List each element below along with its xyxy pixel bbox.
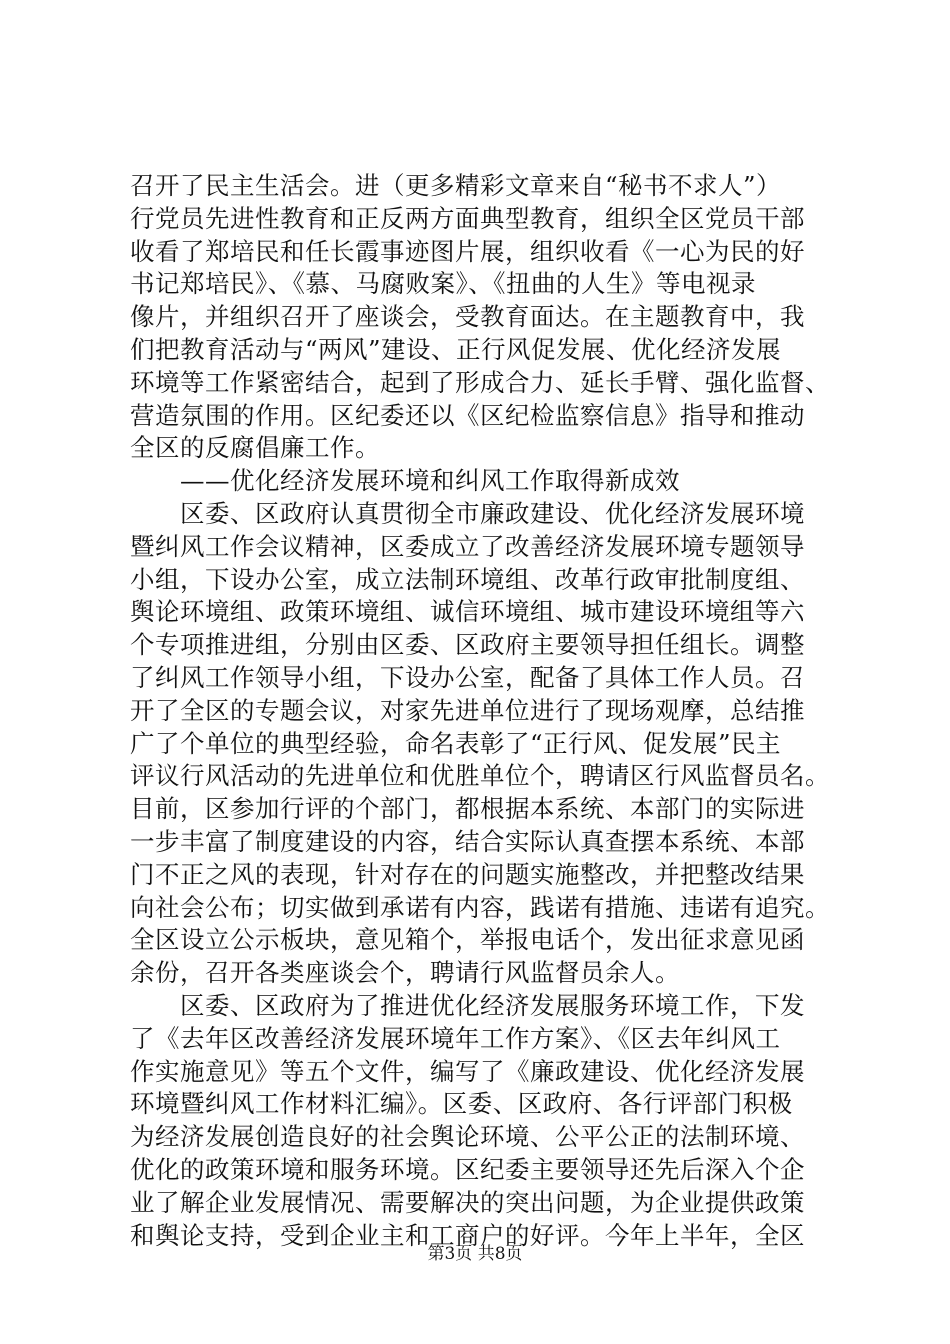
text-line: 一步丰富了制度建设的内容，结合实际认真查摆本系统、本部 bbox=[130, 826, 805, 856]
text-line: 全区设立公示板块，意见箱个，举报电话个，发出征求意见函 bbox=[130, 925, 805, 955]
text-line: 区委、区政府认真贯彻全市廉政建设、优化经济发展环境 bbox=[130, 498, 805, 528]
text-line: 书记郑培民》、《慕、马腐败案》、《扭曲的人生》等电视录 bbox=[130, 269, 756, 299]
text-line: 环境等工作紧密结合，起到了形成合力、延长手臂、强化监督、 bbox=[130, 367, 830, 397]
text-line: 余份，召开各类座谈会个，聘请行风监督员余人。 bbox=[130, 958, 680, 988]
text-line: 暨纠风工作会议精神，区委成立了改善经济发展环境专题领导 bbox=[130, 531, 805, 561]
text-line: 环境暨纠风工作材料汇编》。区委、区政府、各行评部门积极 bbox=[130, 1089, 793, 1119]
text-line: 召开了民主生活会。进（更多精彩文章来自“秘书不求人”） bbox=[130, 171, 782, 200]
text-line: 营造氛围的作用。区纪委还以《区纪检监察信息》指导和推动 bbox=[130, 400, 805, 430]
text-line: 了《去年区改善经济发展环境年工作方案》、《区去年纠风工 bbox=[130, 1023, 781, 1053]
document-body bbox=[130, 170, 830, 1252]
text-line: 开了全区的专题会议，对家先进单位进行了现场观摩，总结推 bbox=[130, 695, 805, 725]
text-line: 区委、区政府为了推进优化经济发展服务环境工作，下发 bbox=[130, 990, 805, 1020]
text-line: 小组，下设办公室，成立法制环境组、改革行政审批制度组、 bbox=[130, 564, 805, 594]
page-number-footer: 第3页 共8页 bbox=[427, 1244, 523, 1264]
text-line: 像片，并组织召开了座谈会，受教育面达。在主题教育中，我 bbox=[130, 302, 805, 332]
text-line: 向社会公布；切实做到承诺有内容，践诺有措施、违诺有追究。 bbox=[130, 892, 830, 922]
text-line: 目前，区参加行评的个部门，都根据本系统、本部门的实际进 bbox=[130, 794, 805, 824]
text-line: 和舆论支持，受到企业主和工商户的好评。今年上半年，全区 bbox=[130, 1220, 805, 1250]
text-line: 业了解企业发展情况、需要解决的突出问题，为企业提供政策 bbox=[130, 1187, 805, 1217]
text-line: 收看了郑培民和任长霞事迹图片展，组织收看《一心为民的好 bbox=[130, 236, 805, 266]
text-line: 广了个单位的典型经验，命名表彰了“正行风、促发展”民主 bbox=[130, 728, 782, 758]
text-line: 们把教育活动与“两风”建设、正行风促发展、优化经济发展 bbox=[130, 334, 782, 364]
text-line: 个专项推进组，分别由区委、区政府主要领导担任组长。调整 bbox=[130, 630, 805, 660]
text-line: 优化的政策环境和服务环境。区纪委主要领导还先后深入个企 bbox=[130, 1154, 805, 1184]
text-line: 舆论环境组、政策环境组、诚信环境组、城市建设环境组等六 bbox=[130, 597, 805, 627]
text-line: 全区的反腐倡廉工作。 bbox=[130, 433, 380, 463]
text-line: 门不正之风的表现，针对存在的问题实施整改，并把整改结果 bbox=[130, 859, 805, 889]
text-line: 作实施意见》等五个文件，编写了《廉政建设、优化经济发展 bbox=[130, 1056, 805, 1086]
section-heading: ——优化经济发展环境和纠风工作取得新成效 bbox=[130, 466, 680, 496]
text-line: 评议行风活动的先进单位和优胜单位个，聘请区行风监督员名。 bbox=[130, 761, 830, 791]
text-line: 为经济发展创造良好的社会舆论环境、公平公正的法制环境、 bbox=[130, 1122, 805, 1152]
text-line: 行党员先进性教育和正反两方面典型教育，组织全区党员干部 bbox=[130, 203, 805, 233]
text-line: 了纠风工作领导小组，下设办公室，配备了具体工作人员。召 bbox=[130, 662, 805, 692]
